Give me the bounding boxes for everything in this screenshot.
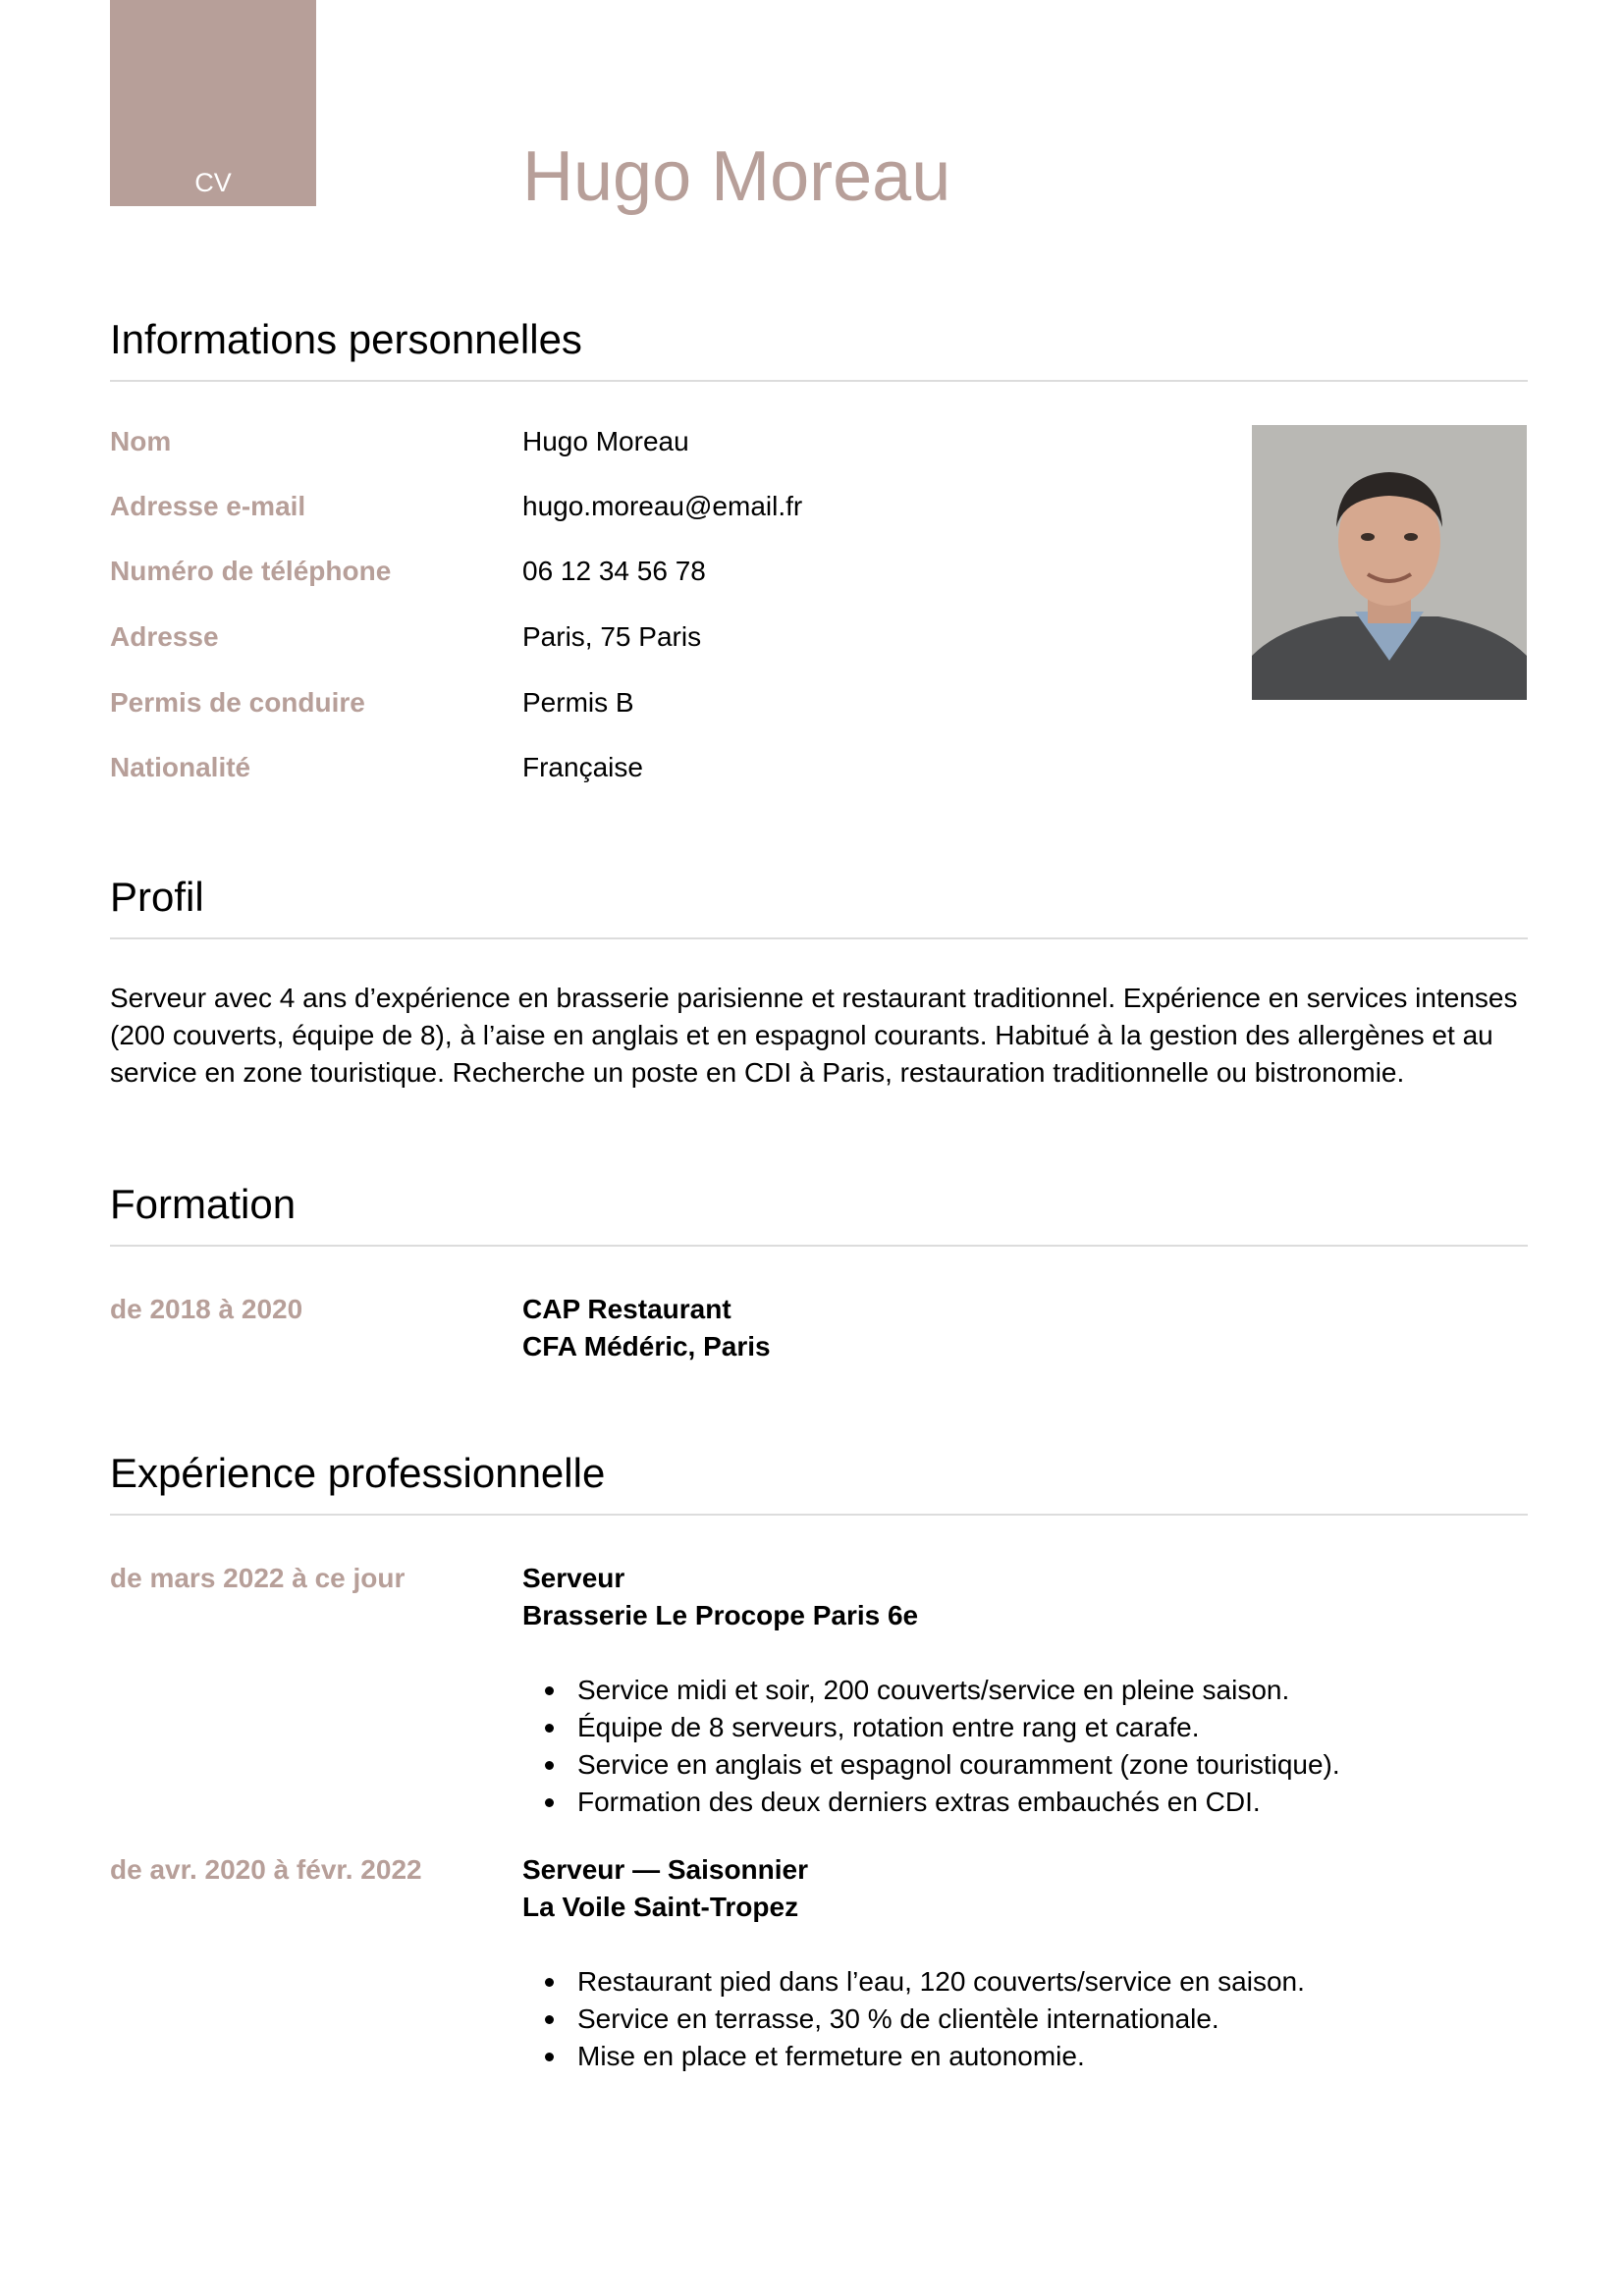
section-title-experience: Expérience professionnelle (110, 1453, 1528, 1516)
label-address: Adresse (110, 621, 219, 652)
bullet-icon (545, 2053, 554, 2061)
label-nationality: Nationalité (110, 752, 251, 782)
bullet-text: Équipe de 8 serveurs, rotation entre rang et carafe. (577, 1712, 1200, 1742)
value-name: Hugo Moreau (522, 426, 689, 456)
list-item (522, 1709, 1340, 1746)
value-email: hugo.moreau@email.fr (522, 491, 803, 521)
candidate-name: Hugo Moreau (522, 137, 951, 216)
value-phone: 06 12 34 56 78 (522, 556, 706, 586)
experience-company: La Voile Saint-Tropez (522, 1892, 799, 1922)
cv-badge-label: CV (194, 168, 232, 197)
profile-photo (1252, 425, 1527, 700)
section-title-education: Formation (110, 1184, 1528, 1247)
section-title-personal: Informations personnelles (110, 319, 1528, 382)
experience-period: de avr. 2020 à févr. 2022 (110, 1854, 422, 1885)
experience-role: Serveur (522, 1563, 625, 1593)
list-item (522, 2001, 1305, 2038)
cv-badge (110, 0, 316, 206)
profile-summary: Serveur avec 4 ans d’expérience en brasserie parisienne et restaurant traditionnel. Expérience en services intenses (200 couverts, équipe de 8), à l’aise en anglais et en espagnol courants. Habitué à la gestion des allergènes et au service en zone touristique. Recherche un poste en CDI à Paris, restauration traditionnelle ou bistronomie. (110, 983, 1518, 1088)
bullet-icon (545, 1686, 554, 1695)
experience-period: de mars 2022 à ce jour (110, 1563, 406, 1593)
education-period: de 2018 à 2020 (110, 1294, 303, 1324)
bullet-icon (545, 1724, 554, 1733)
bullet-text: Service en terrasse, 30 % de clientèle internationale. (577, 2003, 1219, 2034)
bullet-text: Restaurant pied dans l’eau, 120 couverts/service en saison. (577, 1966, 1305, 1997)
experience-company: Brasserie Le Procope Paris 6e (522, 1600, 919, 1630)
experience-role: Serveur — Saisonnier (522, 1854, 809, 1885)
label-license: Permis de conduire (110, 687, 365, 718)
value-license: Permis B (522, 687, 634, 718)
experience-bullet-list (522, 1672, 1340, 1821)
label-phone: Numéro de téléphone (110, 556, 392, 586)
list-item (522, 2038, 1305, 2075)
bullet-icon (545, 1761, 554, 1770)
bullet-icon (545, 1798, 554, 1807)
bullet-text: Mise en place et fermeture en autonomie. (577, 2041, 1085, 2071)
list-item (522, 1963, 1305, 2001)
experience-bullet-list (522, 1963, 1305, 2075)
value-address: Paris, 75 Paris (522, 621, 702, 652)
section-title-profile: Profil (110, 877, 1528, 939)
value-nationality: Française (522, 752, 643, 782)
education-school: CFA Médéric, Paris (522, 1331, 771, 1362)
bullet-icon (545, 1978, 554, 1987)
list-item (522, 1672, 1340, 1709)
portrait-image (1252, 425, 1527, 700)
label-name: Nom (110, 426, 172, 456)
bullet-text: Formation des deux derniers extras embauchés en CDI. (577, 1787, 1261, 1817)
bullet-text: Service en anglais et espagnol couramment (zone touristique). (577, 1749, 1340, 1780)
list-item (522, 1784, 1340, 1821)
education-degree: CAP Restaurant (522, 1294, 731, 1324)
label-email: Adresse e-mail (110, 491, 306, 521)
bullet-text: Service midi et soir, 200 couverts/service en pleine saison. (577, 1675, 1290, 1705)
bullet-icon (545, 2015, 554, 2024)
list-item (522, 1746, 1340, 1784)
